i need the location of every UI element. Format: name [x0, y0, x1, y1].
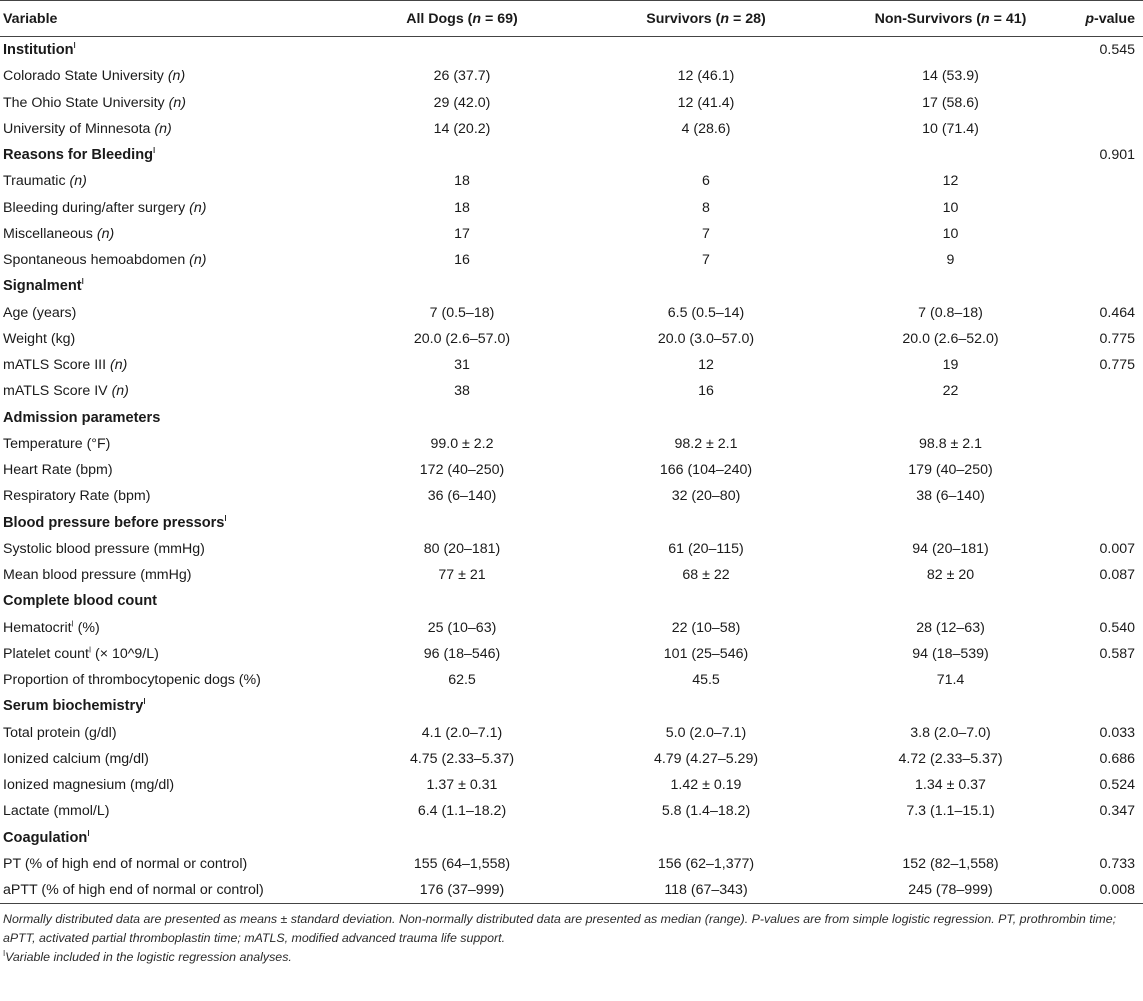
table-row	[0, 667, 1143, 693]
cell-pvalue: 0.540	[1099, 619, 1135, 636]
cell-survivors	[582, 142, 830, 168]
section-label	[0, 37, 342, 64]
table-row	[0, 116, 1143, 142]
row-label	[0, 667, 342, 693]
cell-survivors	[582, 510, 830, 536]
footnote-dagger: ǀ	[3, 949, 6, 959]
cell-survivors: 12	[698, 357, 714, 374]
cell-non-survivors: 10	[942, 225, 959, 242]
row-label	[0, 195, 342, 221]
cell-non-survivors: 4.72 (2.33–5.37)	[898, 750, 1003, 767]
header-pvalue-italic: p	[1085, 10, 1094, 27]
section-label	[0, 510, 342, 536]
cell-pvalue	[1071, 247, 1143, 273]
row-label	[0, 168, 342, 194]
row-label	[0, 483, 342, 509]
cell-all-dogs: 38	[454, 383, 470, 400]
unit-label: (n)	[167, 68, 186, 85]
cell-pvalue	[1071, 667, 1143, 693]
cell-non-survivors: 94 (20–181)	[912, 540, 989, 557]
cell-survivors: 7	[702, 225, 710, 242]
table-row	[0, 195, 1143, 221]
row-label	[0, 116, 342, 142]
row-label	[0, 457, 342, 483]
label-text: Lactate (mmol/L)	[3, 803, 110, 820]
cell-non-survivors: 94 (18–539)	[912, 645, 989, 662]
label-text: Traumatic	[3, 173, 66, 190]
cell-non-survivors: 9	[946, 252, 955, 269]
cell-non-survivors: 3.8 (2.0–7.0)	[910, 724, 991, 741]
table-row	[0, 483, 1143, 509]
table-row	[0, 457, 1143, 483]
label-text: The Ohio State University	[3, 94, 165, 111]
cell-all-dogs	[342, 405, 582, 431]
cell-pvalue	[1071, 168, 1143, 194]
label-text: Coagulation	[3, 829, 88, 846]
dagger-mark: ǀ	[143, 697, 146, 707]
cell-survivors: 5.0 (2.0–7.1)	[665, 724, 747, 741]
cell-survivors: 20.0 (3.0–57.0)	[657, 330, 755, 347]
cell-all-dogs	[342, 273, 582, 299]
cell-survivors: 101 (25–546)	[663, 645, 749, 662]
label-text: Bleeding during/after surgery	[3, 199, 186, 216]
cell-survivors: 32 (20–80)	[671, 488, 741, 505]
cell-pvalue	[1071, 116, 1143, 142]
cell-non-survivors	[830, 405, 1071, 431]
cell-pvalue	[1071, 63, 1143, 89]
label-text: Mean blood pressure (mmHg)	[3, 567, 192, 584]
cell-non-survivors: 1.34 ± 0.37	[915, 777, 986, 794]
cell-non-survivors: 7.3 (1.1–15.1)	[906, 803, 995, 820]
cell-survivors: 22 (10–58)	[671, 619, 741, 636]
cell-non-survivors	[830, 825, 1071, 851]
cell-non-survivors	[830, 510, 1071, 536]
table-row	[0, 247, 1143, 273]
row-label	[0, 90, 342, 116]
dagger-mark: ǀ	[73, 41, 76, 51]
cell-pvalue: 0.007	[1099, 540, 1135, 557]
table-footnote	[0, 948, 1143, 967]
cell-pvalue	[1071, 510, 1143, 536]
table-row	[0, 877, 1143, 904]
cell-non-survivors	[830, 588, 1071, 614]
cell-all-dogs: 18	[454, 173, 470, 190]
cell-all-dogs: 77 ± 21	[438, 567, 486, 584]
label-text: Systolic blood pressure (mmHg)	[3, 540, 205, 557]
cell-all-dogs: 80 (20–181)	[423, 540, 501, 557]
unit-label: (n)	[154, 120, 172, 137]
cell-survivors: 12 (41.4)	[677, 94, 735, 111]
row-label	[0, 326, 342, 352]
label-text: Blood pressure before pressors	[3, 514, 225, 531]
cell-all-dogs: 18	[454, 199, 470, 216]
section-row	[0, 273, 1143, 299]
cell-all-dogs	[342, 825, 582, 851]
table-row	[0, 378, 1143, 404]
table-row	[0, 536, 1143, 562]
unit-label: (n)	[69, 173, 87, 190]
table-row	[0, 300, 1143, 326]
cell-all-dogs: 31	[454, 357, 470, 374]
cell-all-dogs	[342, 142, 582, 168]
table-row	[0, 352, 1143, 378]
cell-survivors: 8	[702, 199, 710, 216]
cell-all-dogs	[342, 588, 582, 614]
cell-survivors: 12 (46.1)	[677, 68, 735, 85]
cell-all-dogs: 4.75 (2.33–5.37)	[409, 750, 515, 767]
cell-survivors: 4.79 (4.27–5.29)	[653, 750, 759, 767]
label-text: University of Minnesota	[3, 120, 151, 137]
cell-all-dogs: 4.1 (2.0–7.1)	[421, 724, 503, 741]
cell-survivors	[582, 588, 830, 614]
cell-non-survivors: 10	[942, 199, 959, 216]
section-row	[0, 37, 1143, 64]
cell-non-survivors: 98.8 ± 2.1	[918, 435, 982, 452]
cell-pvalue	[1071, 825, 1143, 851]
section-label	[0, 825, 342, 851]
label-suffix: (%)	[73, 619, 100, 636]
cell-non-survivors	[830, 142, 1071, 168]
cell-all-dogs: 29 (42.0)	[433, 94, 491, 111]
label-text: Proportion of thrombocytopenic dogs (%)	[3, 672, 261, 689]
cell-survivors	[582, 693, 830, 719]
cell-survivors: 16	[698, 383, 714, 400]
cell-all-dogs: 7 (0.5–18)	[429, 304, 495, 321]
cell-non-survivors: 19	[942, 357, 959, 374]
label-text: Heart Rate (bpm)	[3, 462, 113, 479]
label-text: Institution	[3, 42, 74, 59]
table-body	[0, 37, 1143, 904]
header-pvalue	[1071, 1, 1143, 37]
label-text: Ionized magnesium (mg/dl)	[3, 777, 175, 794]
cell-pvalue	[1071, 195, 1143, 221]
row-label	[0, 247, 342, 273]
cell-all-dogs: 36 (6–140)	[427, 488, 497, 505]
table-row	[0, 431, 1143, 457]
label-text: Colorado State University	[3, 68, 164, 85]
row-label	[0, 221, 342, 247]
cell-survivors: 7	[702, 252, 710, 269]
row-label	[0, 772, 342, 798]
cell-all-dogs: 155 (64–1,558)	[413, 855, 511, 872]
cell-pvalue: 0.686	[1099, 750, 1135, 767]
dagger-mark: ǀ	[71, 618, 74, 628]
cell-survivors: 1.42 ± 0.19	[670, 777, 742, 794]
row-label	[0, 378, 342, 404]
table-row	[0, 720, 1143, 746]
section-label	[0, 693, 342, 719]
label-text: Serum biochemistry	[3, 698, 144, 715]
cell-all-dogs: 20.0 (2.6–57.0)	[413, 330, 511, 347]
cell-pvalue: 0.775	[1099, 330, 1135, 347]
table-row	[0, 326, 1143, 352]
cell-survivors	[582, 37, 830, 64]
cell-survivors	[582, 405, 830, 431]
label-text: Admission parameters	[3, 409, 161, 426]
label-text: PT (% of high end of normal or control)	[3, 855, 248, 872]
cell-pvalue	[1071, 431, 1143, 457]
cell-all-dogs: 6.4 (1.1–18.2)	[417, 803, 507, 820]
cell-all-dogs: 62.5	[448, 672, 476, 689]
cell-survivors: 4 (28.6)	[681, 120, 731, 137]
unit-label: (n)	[189, 252, 207, 269]
cell-all-dogs: 1.37 ± 0.31	[426, 777, 498, 794]
cell-non-survivors: 20.0 (2.6–52.0)	[902, 330, 999, 347]
header-variable: Variable	[0, 1, 342, 37]
row-label	[0, 63, 342, 89]
cell-pvalue: 0.545	[1099, 42, 1135, 59]
unit-label: (n)	[96, 225, 115, 242]
section-row	[0, 510, 1143, 536]
cell-all-dogs: 25 (10–63)	[427, 619, 497, 636]
row-label	[0, 300, 342, 326]
header-survivors: Survivors (n = 28)	[582, 1, 830, 37]
label-text: Complete blood count	[3, 593, 158, 610]
table-notes: Normally distributed data are presented as means ± standard deviation. Non-normally distributed data are presented as median (range). P-values are from simple logistic regression. PT, prothrombin time; aPTT, activated partial thromboplastin time; mATLS, modified advanced trauma life support.	[3, 912, 1117, 946]
label-text: Total protein (g/dl)	[3, 724, 117, 741]
table-row	[0, 772, 1143, 798]
cell-all-dogs: 172 (40–250)	[419, 462, 505, 479]
cell-non-survivors: 245 (78–999)	[830, 877, 1071, 904]
cell-pvalue	[1071, 378, 1143, 404]
label-text: Temperature (°F)	[3, 435, 111, 452]
section-label	[0, 142, 342, 168]
section-row	[0, 588, 1143, 614]
row-label	[0, 746, 342, 772]
cell-non-survivors: 82 ± 20	[926, 567, 975, 584]
cell-survivors: 118 (67–343)	[582, 877, 830, 904]
cell-survivors: 5.8 (1.4–18.2)	[661, 803, 751, 820]
table-row	[0, 562, 1143, 588]
label-text: Ionized calcium (mg/dl)	[3, 750, 149, 767]
header-non-survivors: Non-Survivors (n = 41)	[830, 1, 1071, 37]
section-row	[0, 825, 1143, 851]
cell-pvalue	[1071, 457, 1143, 483]
row-label	[0, 877, 342, 904]
cell-all-dogs: 26 (37.7)	[433, 68, 491, 85]
label-suffix: (× 10^9/L)	[91, 645, 159, 662]
cell-non-survivors: 71.4	[936, 672, 965, 689]
cell-pvalue: 0.464	[1099, 304, 1135, 321]
table-row	[0, 746, 1143, 772]
cell-pvalue: 0.775	[1099, 357, 1135, 374]
row-label	[0, 431, 342, 457]
dagger-mark: ǀ	[88, 645, 92, 655]
table-row	[0, 168, 1143, 194]
cell-non-survivors: 22	[942, 383, 959, 400]
label-text: Reasons for Bleeding	[3, 147, 154, 164]
label-text: Signalment	[3, 278, 82, 295]
table-row	[0, 798, 1143, 824]
cell-pvalue: 0.008	[1071, 877, 1143, 904]
label-text: Hematocrit	[3, 619, 72, 636]
footnote-text: Variable included in the logistic regression analyses.	[5, 950, 292, 965]
dagger-mark: ǀ	[153, 146, 156, 156]
cell-pvalue: 0.033	[1099, 724, 1135, 741]
cell-pvalue: 0.524	[1099, 777, 1135, 794]
cell-non-survivors: 12	[942, 173, 959, 190]
cell-survivors: 6	[702, 173, 710, 190]
section-row	[0, 142, 1143, 168]
cell-survivors: 61 (20–115)	[668, 540, 744, 557]
cell-non-survivors: 28 (12–63)	[916, 619, 985, 636]
dagger-mark: ǀ	[224, 513, 227, 523]
dagger-mark: ǀ	[81, 277, 84, 287]
label-text: Platelet count	[3, 645, 89, 662]
label-text: Spontaneous hemoabdomen	[3, 252, 186, 269]
cell-pvalue: 0.587	[1099, 645, 1135, 662]
table-header	[0, 1, 1143, 37]
cell-pvalue	[1071, 405, 1143, 431]
row-label	[0, 615, 342, 641]
table-row	[0, 641, 1143, 667]
section-row	[0, 405, 1143, 431]
section-label	[0, 273, 342, 299]
cell-pvalue: 0.901	[1099, 147, 1135, 164]
cell-non-survivors: 179 (40–250)	[908, 462, 993, 479]
cell-survivors: 166 (104–240)	[659, 462, 753, 479]
label-text: Weight (kg)	[3, 330, 76, 347]
table-row	[0, 90, 1143, 116]
dagger-mark: ǀ	[87, 828, 90, 838]
section-label	[0, 588, 342, 614]
cell-pvalue	[1071, 483, 1143, 509]
cell-non-survivors: 14 (53.9)	[922, 68, 979, 85]
row-label	[0, 536, 342, 562]
label-text: Miscellaneous	[3, 225, 93, 242]
row-label	[0, 641, 342, 667]
cell-pvalue: 0.733	[1099, 855, 1135, 872]
cell-non-survivors: 7 (0.8–18)	[918, 304, 983, 321]
table-row	[0, 851, 1143, 877]
cell-all-dogs	[342, 37, 582, 64]
cell-pvalue	[1071, 588, 1143, 614]
cell-survivors	[582, 273, 830, 299]
table-row	[0, 63, 1143, 89]
cell-survivors: 68 ± 22	[682, 567, 730, 584]
cell-pvalue: 0.347	[1099, 803, 1135, 820]
cell-all-dogs: 14 (20.2)	[433, 120, 491, 137]
cell-non-survivors	[830, 273, 1071, 299]
label-text: aPTT (% of high end of normal or control)	[3, 882, 264, 899]
cell-all-dogs	[342, 510, 582, 536]
cell-all-dogs: 16	[454, 252, 470, 269]
table-row	[0, 615, 1143, 641]
cell-pvalue	[1071, 693, 1143, 719]
row-label	[0, 720, 342, 746]
label-text: mATLS Score III	[3, 357, 107, 374]
cell-non-survivors: 152 (82–1,558)	[902, 855, 999, 872]
header-all-dogs: All Dogs (n = 69)	[342, 1, 582, 37]
row-label	[0, 798, 342, 824]
cell-non-survivors: 38 (6–140)	[916, 488, 985, 505]
unit-label: (n)	[111, 383, 129, 400]
cell-non-survivors	[830, 37, 1071, 64]
cell-survivors	[582, 825, 830, 851]
cell-pvalue	[1071, 273, 1143, 299]
cell-pvalue	[1071, 221, 1143, 247]
label-text: Respiratory Rate (bpm)	[3, 488, 151, 505]
cell-pvalue	[1071, 90, 1143, 116]
unit-label: (n)	[109, 357, 128, 374]
cell-non-survivors	[830, 693, 1071, 719]
cell-non-survivors: 10 (71.4)	[922, 120, 979, 137]
cell-all-dogs	[342, 693, 582, 719]
unit-label: (n)	[189, 199, 207, 216]
label-text: mATLS Score IV	[3, 383, 108, 400]
row-label	[0, 352, 342, 378]
cell-non-survivors: 17 (58.6)	[922, 94, 979, 111]
cell-pvalue: 0.087	[1099, 567, 1135, 584]
cell-all-dogs: 176 (37–999)	[342, 877, 582, 904]
cell-survivors: 6.5 (0.5–14)	[667, 304, 745, 321]
cell-survivors: 45.5	[692, 672, 720, 689]
row-label	[0, 851, 342, 877]
cell-all-dogs: 17	[454, 225, 470, 242]
cell-survivors: 156 (62–1,377)	[657, 855, 755, 872]
header-pvalue-rest: -value	[1093, 10, 1135, 27]
cell-survivors: 98.2 ± 2.1	[674, 435, 738, 452]
table-row	[0, 221, 1143, 247]
section-row	[0, 693, 1143, 719]
unit-label: (n)	[168, 94, 186, 111]
cell-all-dogs: 96 (18–546)	[423, 645, 501, 662]
label-text: Age (years)	[3, 304, 77, 321]
cell-all-dogs: 99.0 ± 2.2	[430, 435, 494, 452]
row-label	[0, 562, 342, 588]
section-label	[0, 405, 342, 431]
